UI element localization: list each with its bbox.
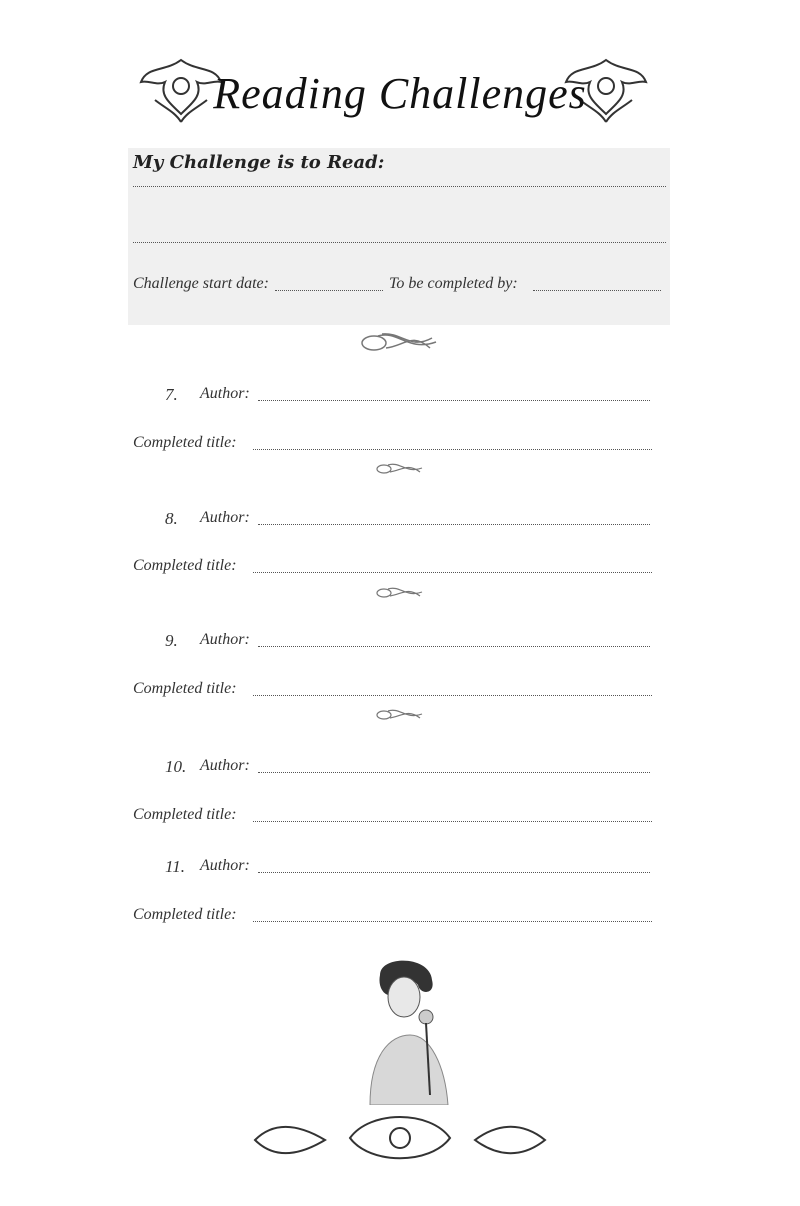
start-date-field[interactable] xyxy=(275,290,383,291)
author-field[interactable] xyxy=(258,772,650,773)
challenge-heading: My Challenge is to Read: xyxy=(133,152,385,173)
entry-number: 8. xyxy=(165,509,178,528)
completed-title-label: Completed title: xyxy=(133,434,237,451)
page-title: Reading Challenges xyxy=(213,69,587,118)
start-date-label: Challenge start date: xyxy=(133,275,269,292)
completed-title-label: Completed title: xyxy=(133,806,237,823)
vintage-woman-with-rose-image xyxy=(360,955,452,1105)
author-field[interactable] xyxy=(258,646,650,647)
completed-title-label: Completed title: xyxy=(133,680,237,697)
end-date-label: To be completed by: xyxy=(389,275,518,292)
challenge-line-2[interactable] xyxy=(133,242,666,243)
entry-number: 7. xyxy=(165,385,178,404)
author-label: Author: xyxy=(200,857,250,874)
author-field[interactable] xyxy=(258,524,650,525)
author-label: Author: xyxy=(200,385,250,402)
end-date-field[interactable] xyxy=(533,290,661,291)
author-label: Author: xyxy=(200,631,250,648)
challenge-line-1[interactable] xyxy=(133,186,666,187)
author-field[interactable] xyxy=(258,400,650,401)
entry-number: 11. xyxy=(165,857,185,876)
small-flourish-icon xyxy=(374,584,426,600)
author-label: Author: xyxy=(200,757,250,774)
challenge-box xyxy=(128,148,670,325)
completed-title-field[interactable] xyxy=(253,821,652,822)
completed-title-label: Completed title: xyxy=(133,906,237,923)
entry-number: 9. xyxy=(165,631,178,650)
completed-title-field[interactable] xyxy=(253,572,652,573)
completed-title-field[interactable] xyxy=(253,695,652,696)
author-label: Author: xyxy=(200,509,250,526)
small-flourish-icon xyxy=(374,706,426,722)
flourish-divider-icon xyxy=(358,328,440,354)
completed-title-label: Completed title: xyxy=(133,557,237,574)
author-field[interactable] xyxy=(258,872,650,873)
small-flourish-icon xyxy=(374,460,426,476)
entry-number: 10. xyxy=(165,757,187,776)
bottom-ornament-icon xyxy=(250,1110,550,1165)
completed-title-field[interactable] xyxy=(253,449,652,450)
completed-title-field[interactable] xyxy=(253,921,652,922)
